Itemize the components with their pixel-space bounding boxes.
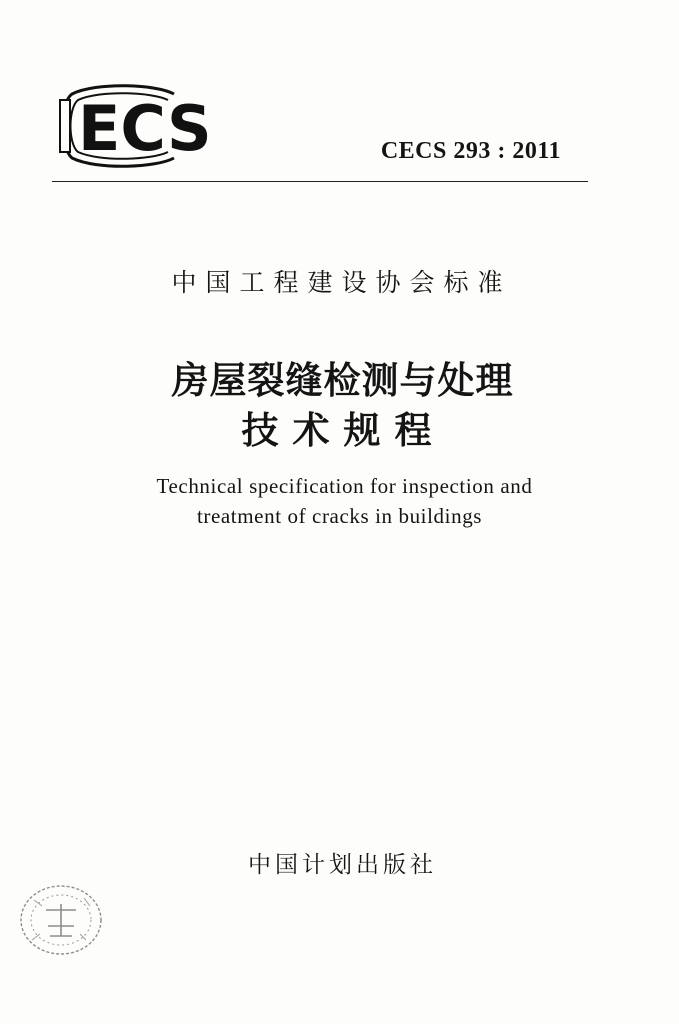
logo-text: ECS (78, 92, 212, 165)
standard-number: CECS 293 : 2011 (380, 138, 561, 164)
chinese-title-line-2: 技术规程 (241, 409, 446, 452)
chinese-title-line-1: 房屋裂缝检测与处理 (171, 359, 514, 402)
publisher-name: 中国计划出版社 (248, 852, 437, 878)
english-title-line-2: treatment of cracks in buildings (196, 504, 483, 528)
series-title: 中国工程建设协会标准 (171, 268, 512, 297)
header-divider (52, 181, 588, 182)
library-stamp-icon (14, 880, 108, 960)
logo-left-tab (60, 100, 70, 152)
ecs-logo (56, 80, 216, 172)
english-title-line-1: Technical specification for inspection and (156, 474, 533, 498)
